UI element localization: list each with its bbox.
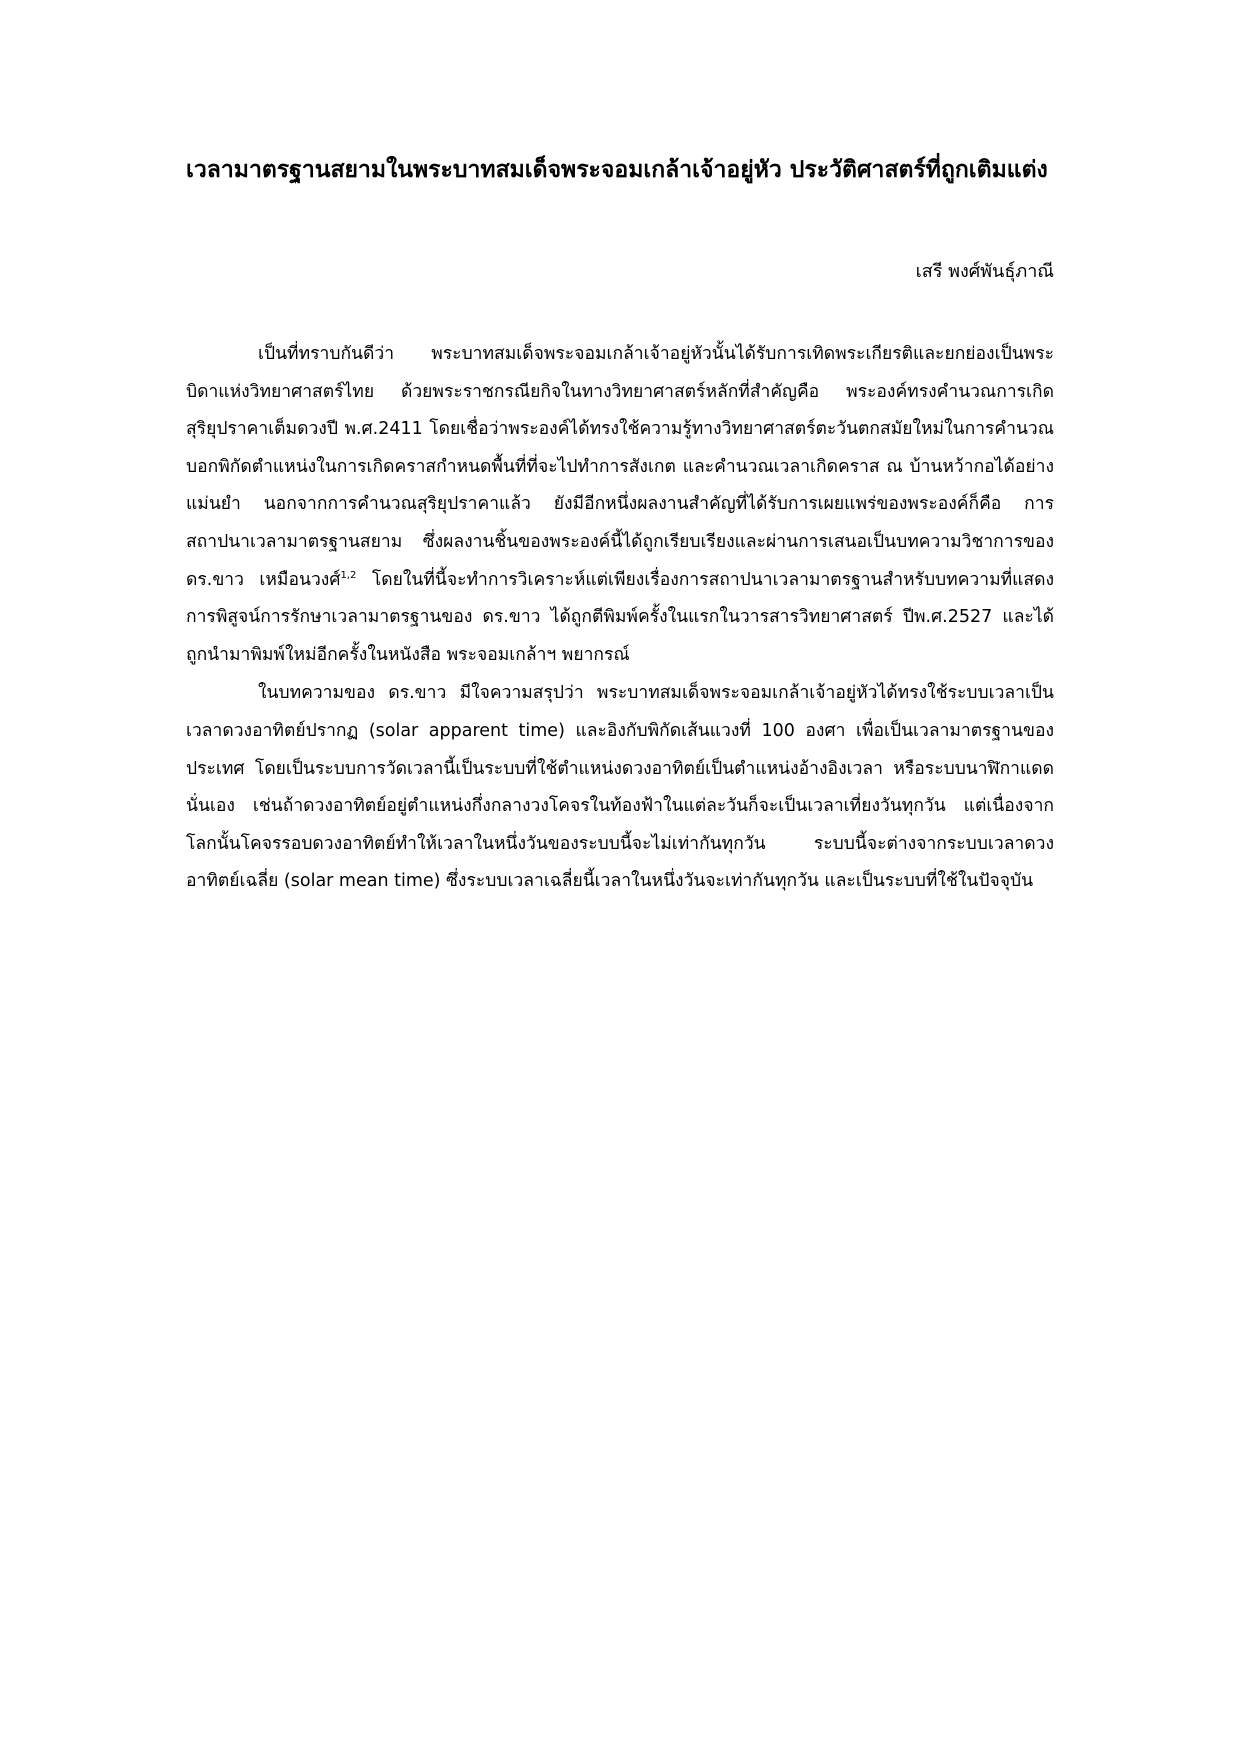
paragraph-2: ในบทความของ ดร.ขาว มีใจความสรุปว่า พระบาทสมเด็จพระจอมเกล้าเจ้าอยู่หัวได้ทรงใช้ระบบเวลาเป็น เวลาดวงอาทิตย์ปรากฏ (solar apparent time) และอิงกับพิกัดเส้นแวงที่ 100 องศา เพื่อเป็นเวลามาตรฐานของประเทศ โดยเป็นระบบการวัดเวลานี้เป็นระบบที่ใช้ตำแหน่งดวงอาทิตย์เป็นตำแหน่งอ้างอิงเวลา หรือระบบนาฬิกาแดดนั่นเอง เช่นถ้าดวงอาทิตย์อยู่ตำแหน่งกึ่งกลางวงโคจรในท้องฟ้าในแต่ละวันก็จะเป็นเวลาเที่ยงวันทุกวัน แต่เนื่องจากโลกนั้นโคจรรอบดวงอาทิตย์ทำให้เวลาในหนึ่งวันของระบบนี้จะไม่เท่ากันทุกวัน ระบบนี้จะต่างจากระบบเวลาดวงอาทิตย์เฉลี่ย (solar mean time) ซึ่งระบบเวลาเฉลี่ยนี้เวลาในหนึ่งวันจะเท่ากันทุกวัน และเป็นระบบที่ใช้ในปัจจุบัน [186, 683, 1054, 892]
document-title: เวลามาตรฐานสยามในพระบาทสมเด็จพระจอมเกล้าเจ้าอยู่หัว ประวัติศาสตร์ที่ถูกเติมแต่ง [186, 157, 1048, 183]
paragraph-1 [186, 336, 1054, 674]
paragraph-1-text-continued: โดยในที่นี้จะทำการวิเคราะห์แต่เพียงเรื่องการสถาปนาเวลามาตรฐานสำหรับบทความที่แสดงการพิสูจน์การรักษาเวลามาตรฐานของ ดร.ขาว ได้ถูกตีพิมพ์ครั้งในแรกในวารสารวิทยาศาสตร์ ปีพ.ศ.2527 และได้ถูกนำมาพิมพ์ใหม่อีกครั้งในหนังสือ พระจอมเกล้าฯ พยากรณ์ [186, 569, 1055, 665]
document-body [186, 336, 1054, 902]
author-name: เสรี พงศ์พันธุ์ภาณี [915, 261, 1054, 282]
footnote-reference: 1,2 [340, 569, 357, 581]
paragraph-1-text: เป็นที่ทราบกันดีว่า พระบาทสมเด็จพระจอมเกล้าเจ้าอยู่หัวนั้นได้รับการเทิดพระเกียรติและยกย่องเป็นพระบิดาแห่งวิทยาศาสตร์ไทย ด้วยพระราชกรณียกิจในทางวิทยาศาสตร์หลักที่สำคัญคือ พระองค์ทรงคำนวณการเกิดสุริยุปราคาเต็มดวงปี พ.ศ.2411 โดยเชื่อว่าพระองค์ได้ทรงใช้ความรู้ทางวิทยาศาสตร์ตะวันตกสมัยใหม่ในการคำนวณบอกพิกัดตำแหน่งในการเกิดคราสกำหนดพื้นที่ที่จะไปทำการสังเกต และคำนวณเวลาเกิดคราส ณ บ้านหว้ากอได้อย่างแม่นยำ นอกจากการคำนวณสุริยุปราคาแล้ว ยังมีอีกหนึ่งผลงานสำคัญที่ได้รับการเผยแพร่ของพระองค์ก็คือ การสถาปนาเวลามาตรฐานสยาม ซึ่งผลงานชิ้นของพระองค์นี้ได้ถูกเรียบเรียงและผ่านการเสนอเป็นบทความวิชาการของ ดร.ขาว เหมือนวงศ์ [186, 344, 1054, 590]
